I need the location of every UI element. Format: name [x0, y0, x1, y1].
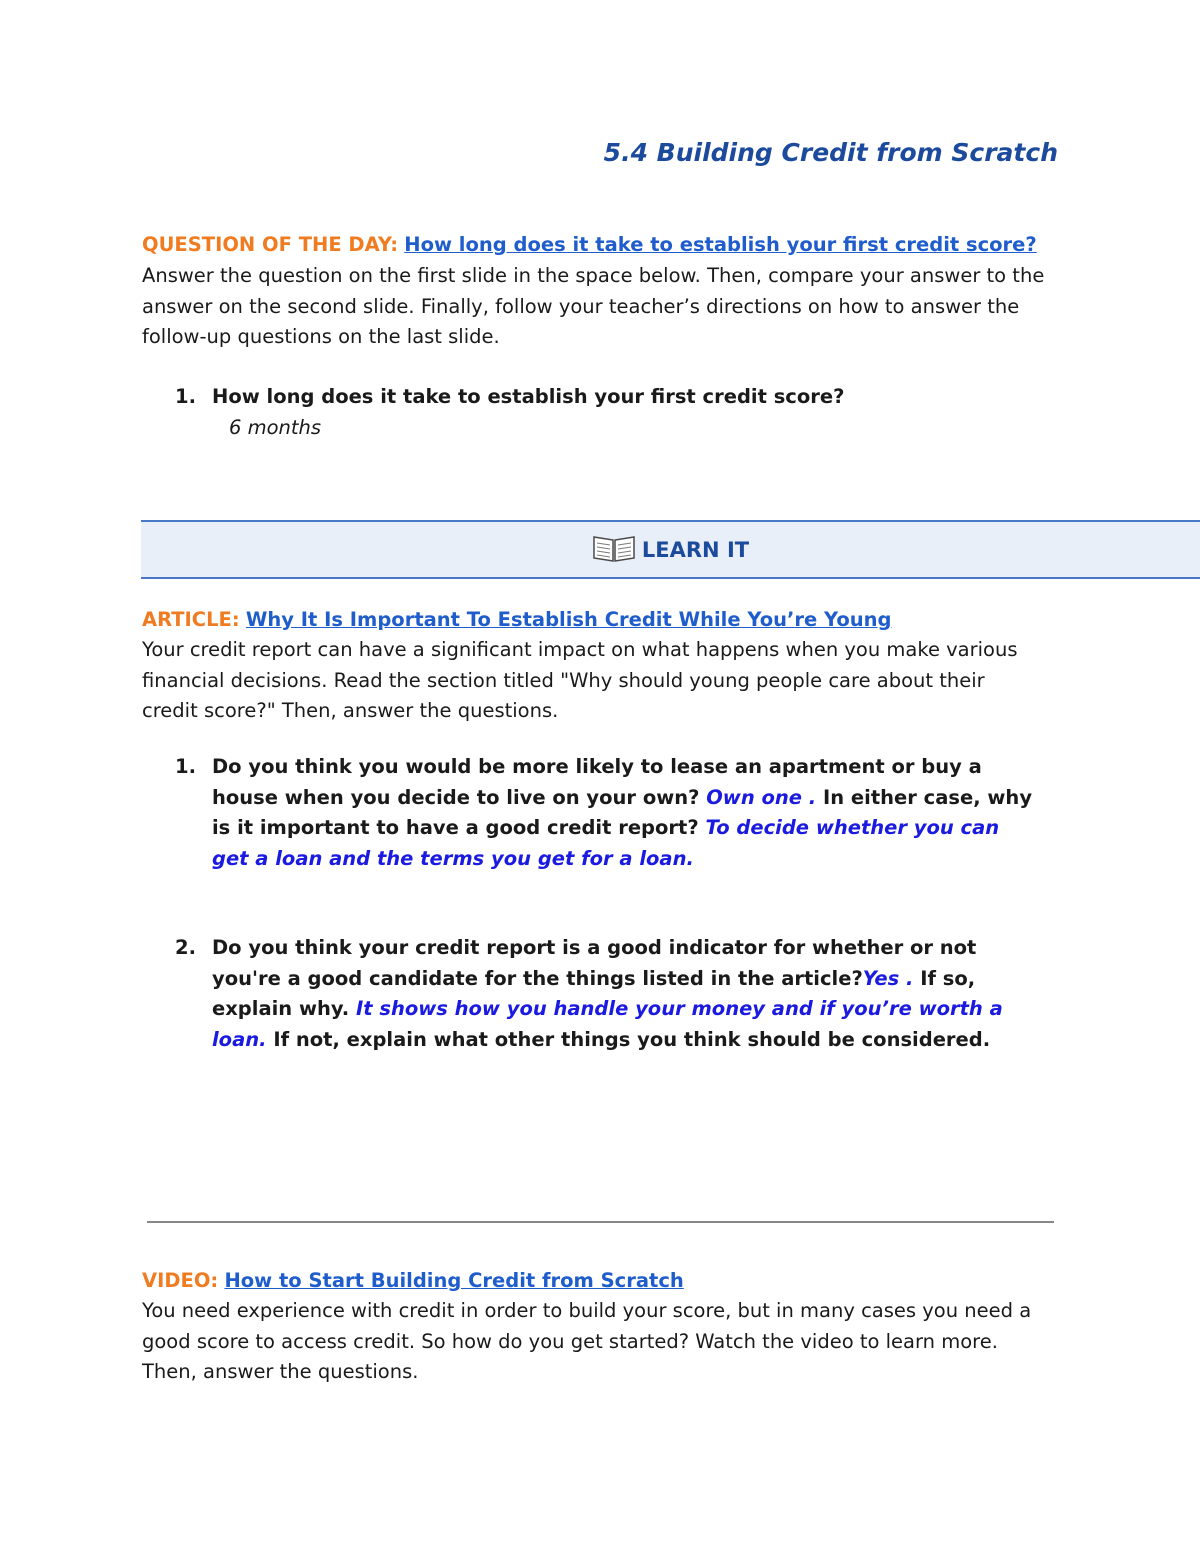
question-text: Do you think your credit report is a good indicator for whether or not you're a good candidate for the things listed in the article?Yes . If so, explain why. It shows how you handle your money and if you’re worth a loan. If not, explain what other things you think should be considered. [212, 936, 1003, 1051]
qotd-label: QUESTION OF THE DAY: [142, 233, 399, 256]
qotd-heading [142, 230, 1062, 261]
video-link[interactable]: How to Start Building Credit from Scratch [224, 1269, 684, 1292]
question-text: Do you think you would be more likely to lease an apartment or buy a house when you decide to live on your own? Own one . In either case, why is it important to have a good credit report? To decide whether you can get a loan and the terms you get for a loan. [212, 755, 1033, 870]
question-number: 1. [175, 385, 196, 408]
question-text: How long does it take to establish your first credit score? [212, 385, 845, 408]
question-number: 2. [175, 936, 196, 959]
section-divider [147, 1221, 1054, 1223]
qotd-instructions: Answer the question on the first slide in the space below. Then, compare your answer to the answer on the second slide. Finally, follow your teacher’s directions on how to answer the follow-up questions on the last slide. [142, 264, 1045, 348]
answer-text: 6 months [229, 415, 322, 439]
answer-text: Own one . [706, 785, 817, 809]
book-icon [592, 533, 636, 567]
qotd-question [142, 382, 1042, 443]
video-heading [142, 1266, 1062, 1297]
qotd-link[interactable]: How long does it take to establish your first credit score? [404, 233, 1037, 256]
article-body: Your credit report can have a significant impact on what happens when you make various financial decisions. Read the section titled "Why should young people care about their credit score?" Then, answer the questions. [142, 638, 1018, 722]
article-question-2 [142, 933, 1042, 1055]
article-label: ARTICLE: [142, 608, 240, 631]
article-heading [142, 605, 1062, 636]
article-question-1 [142, 752, 1042, 874]
learn-it-banner [141, 520, 1200, 579]
banner-label: LEARN IT [641, 537, 750, 562]
video-label: VIDEO: [142, 1269, 219, 1292]
answer-text: It shows how you handle your money and if you’re worth a loan. [212, 997, 1003, 1051]
article-link[interactable]: Why It Is Important To Establish Credit While You’re Young [245, 608, 892, 631]
page-title: 5.4 Building Credit from Scratch [603, 138, 1058, 167]
answer-text: Yes . [862, 966, 914, 990]
answer-text: To decide whether you can get a loan and the terms you get for a loan. [212, 816, 1000, 870]
video-body: You need experience with credit in order to build your score, but in many cases you need a good score to access credit. So how do you get started? Watch the video to learn more. Then, answer the questions. [142, 1299, 1032, 1383]
question-number: 1. [175, 755, 196, 778]
